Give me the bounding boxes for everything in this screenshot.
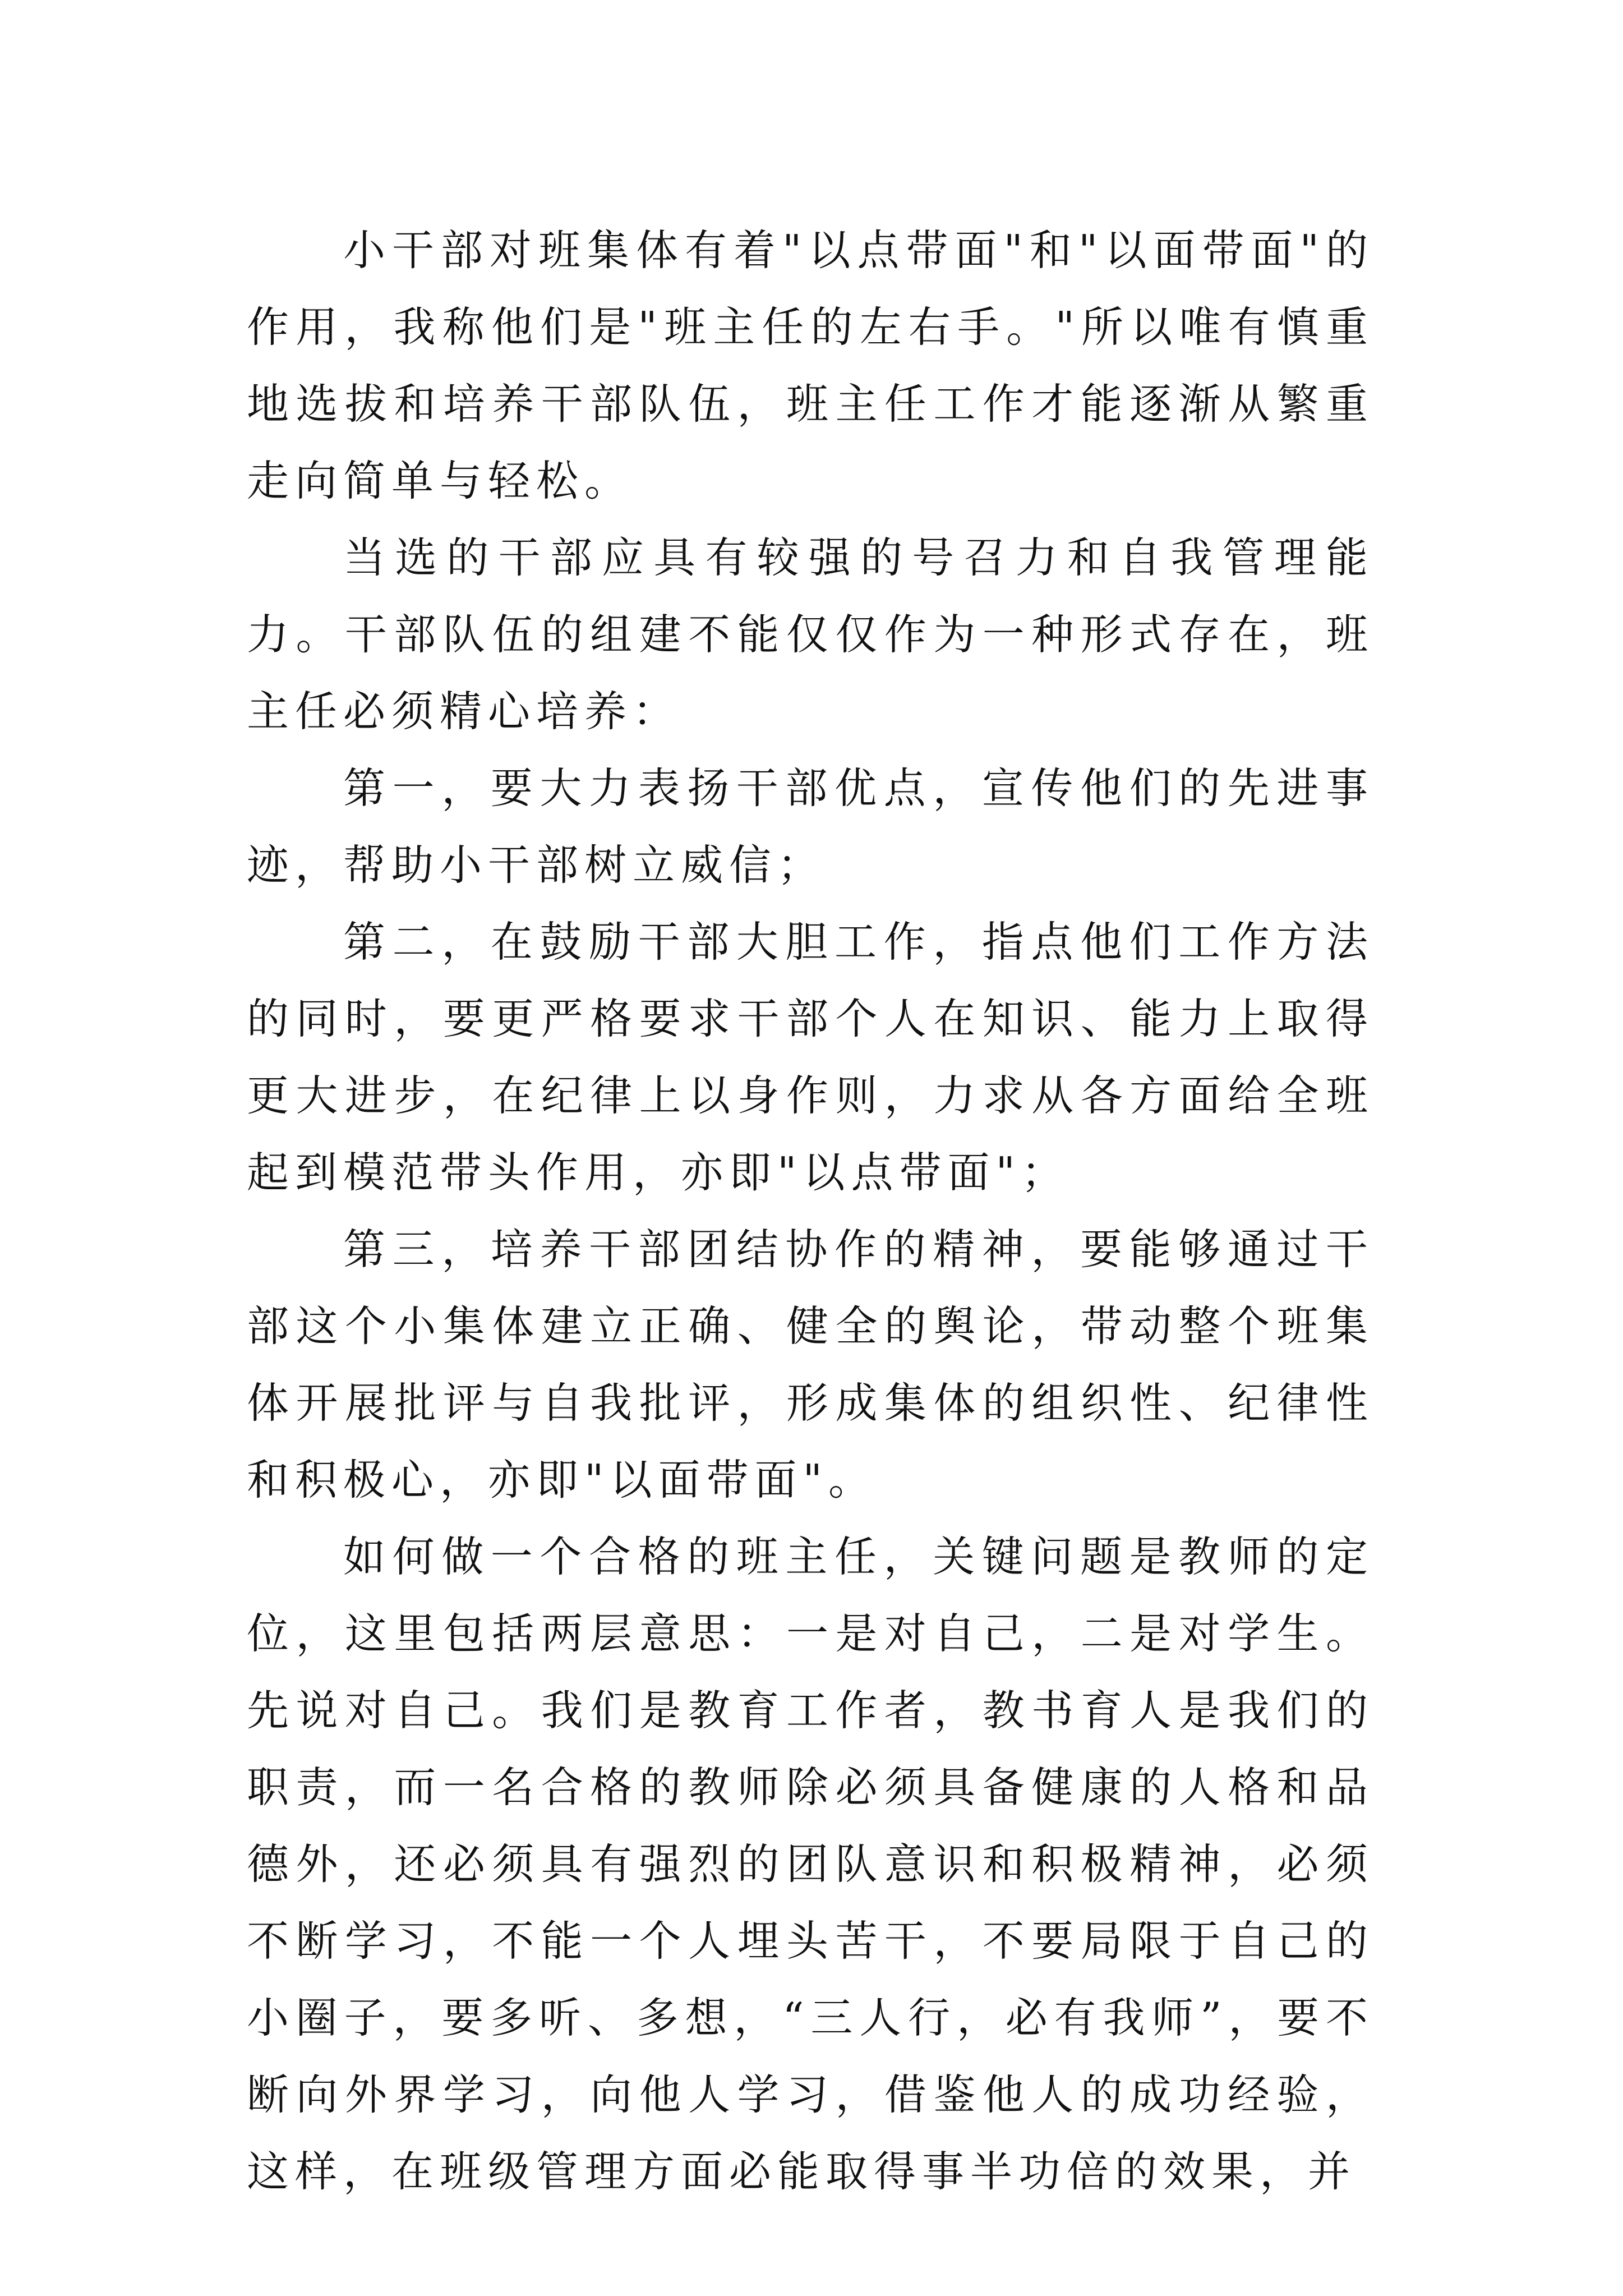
document-body bbox=[247, 212, 1374, 2210]
paragraph-cadre-selection: 当选的干部应具有较强的号召力和自我管理能力。干部队伍的组建不能仅仅作为一种形式存在，班主任必须精心培养： bbox=[247, 533, 1374, 736]
paragraph-cadre-role: 小干部对班集体有着"以点带面"和"以面带面"的作用，我称他们是"班主任的左右手。"所以唯有慎重地选拔和培养干部队伍，班主任工作才能逐渐从繁重走向简单与轻松。 bbox=[247, 226, 1374, 505]
paragraph-teacher-positioning: 如何做一个合格的班主任，关键问题是教师的定位，这里包括两层意思：一是对自己，二是对学生。先说对自己。我们是教育工作者，教书育人是我们的职责，而一名合格的教师除必须具备健康的人格和品德外，还必须具有强烈的团队意识和积极精神，必须不断学习，不能一个人埋头苦干，不要局限于自己的小圈子，要多听、多想，“三人行，必有我师”，要不断向外界学习，向他人学习，借鉴他人的成功经验，这样，在班级管理方面必能取得事半功倍的效果，并 bbox=[247, 1532, 1374, 2196]
paragraph-first-point: 第一，要大力表扬干部优点，宣传他们的先进事迹，帮助小干部树立威信； bbox=[247, 763, 1374, 890]
paragraph-second-point: 第二，在鼓励干部大胆工作，指点他们工作方法的同时，要更严格要求干部个人在知识、能力上取得更大进步，在纪律上以身作则，力求从各方面给全班起到模范带头作用，亦即"以点带面"； bbox=[247, 917, 1374, 1197]
paragraph-third-point: 第三，培养干部团结协作的精神，要能够通过干部这个小集体建立正确、健全的舆论，带动整个班集体开展批评与自我批评，形成集体的组织性、纪律性和积极心，亦即"以面带面"。 bbox=[247, 1225, 1374, 1504]
